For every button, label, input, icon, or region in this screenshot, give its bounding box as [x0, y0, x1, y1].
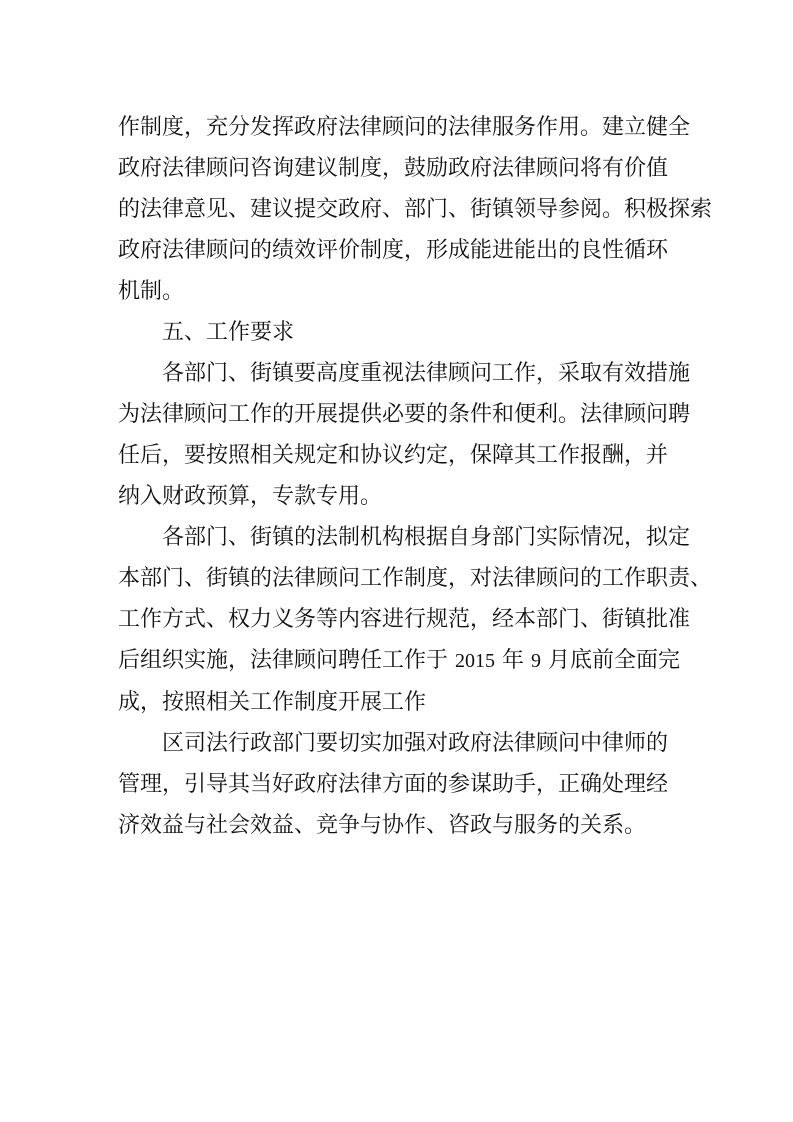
text-line-with-date: [118, 640, 688, 682]
text-line: 为法律顾问工作的开展提供必要的条件和便利。法律顾问聘: [118, 402, 691, 427]
year-number: 2015: [455, 650, 496, 672]
date-line-suffix: 月底前全面完: [548, 648, 681, 673]
text-line: 管理，引导其当好政府法律方面的参谋助手，正确处理经: [118, 772, 669, 797]
paragraph-importance-cont: [118, 394, 691, 517]
section-heading: [118, 312, 688, 353]
text-line: 济效益与社会效益、竞争与协作、咨政与服务的关系。: [118, 813, 647, 838]
paragraph-legal-institutions: [118, 517, 691, 558]
text-line: 作制度，充分发挥政府法律顾问的法律服务作用。建立健全: [118, 115, 691, 140]
date-line-prefix: 后组织实施，法律顾问聘任工作于: [118, 648, 449, 673]
text-line: 工作方式、权力义务等内容进行规范，经本部门、街镇批准: [118, 607, 691, 632]
text-line: 纳入财政预算，专款专用。: [118, 484, 383, 509]
heading-text: 五、工作要求: [162, 320, 295, 345]
year-char: 年: [502, 648, 525, 673]
text-line: 各部门、街镇要高度重视法律顾问工作，采取有效措施: [162, 361, 691, 386]
paragraph-importance: [118, 353, 691, 394]
text-line: 任后，要按照相关规定和协议约定，保障其工作报酬，并: [118, 443, 669, 468]
paragraph-system-building: [118, 107, 713, 312]
text-line: 政府法律顾问的绩效评价制度，形成能进能出的良性循环: [118, 238, 669, 263]
text-line: 机制。: [118, 279, 185, 304]
paragraph-judicial-administration: [118, 723, 688, 764]
text-line: 本部门、街镇的法律顾问工作制度，对法律顾问的工作职责、: [118, 566, 713, 591]
paragraph-judicial-administration-cont: [118, 764, 688, 846]
text-line: 成，按照相关工作制度开展工作: [118, 690, 427, 715]
document-body: [118, 107, 713, 846]
text-line: 政府法律顾问咨询建议制度，鼓励政府法律顾问将有价值: [118, 156, 669, 181]
month-number: 9: [531, 650, 542, 672]
text-line: 各部门、街镇的法制机构根据自身部门实际情况，拟定: [162, 525, 691, 550]
paragraph-legal-institutions-cont: [118, 558, 713, 723]
text-line: 区司法行政部门要切实加强对政府法律顾问中律师的: [162, 731, 669, 756]
text-line: 的法律意见、建议提交政府、部门、街镇领导参阅。积极探索: [118, 197, 713, 222]
